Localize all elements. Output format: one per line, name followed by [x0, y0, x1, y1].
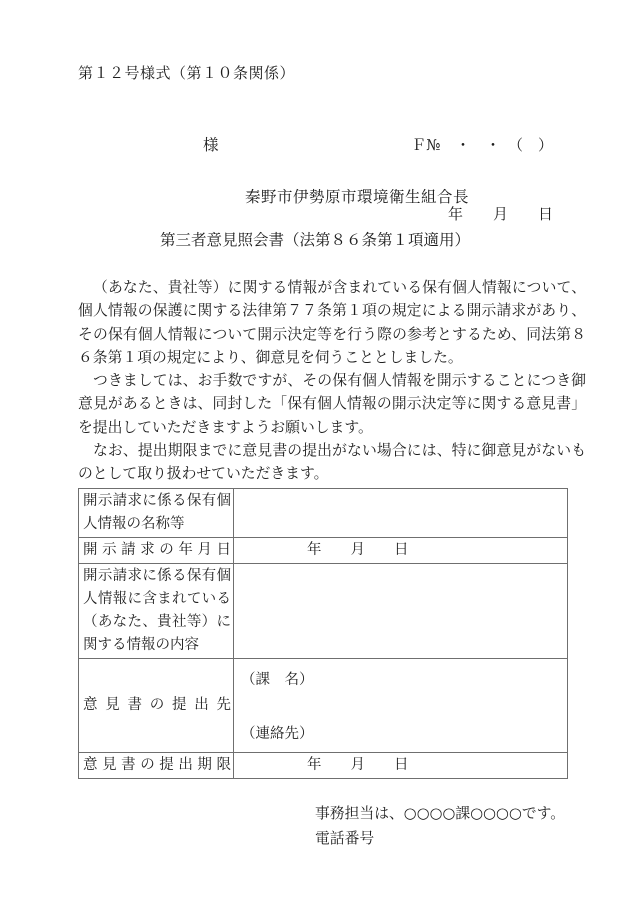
table-row: [79, 564, 568, 659]
request-info-table: [78, 488, 568, 779]
row-label-submission-deadline: 意見書の提出期限: [79, 753, 234, 779]
submission-contact: （連絡先）: [241, 726, 314, 742]
row-value-information-content: [234, 564, 568, 659]
table-row: [79, 538, 568, 564]
row-value-request-date: 年 月 日: [234, 538, 568, 564]
body-paragraph: （あなた、貴社等）に関する情報が含まれている保有個人情報について、個人情報の保護に関する法律第７７条第１項の規定による開示請求があり、その保有個人情報について開示決定等を行う際の参考とするため、同法第８６条第１項の規定により、御意見を伺うこととしました。: [78, 279, 586, 366]
row-label-information-name: 開示請求に係る保有個人情報の名称等: [79, 489, 234, 538]
row-value-submission-destination: [234, 659, 568, 753]
row-label-submission-destination: 意見書の提出先: [79, 659, 234, 753]
row-label-request-date: 開示請求の年月日: [79, 538, 234, 564]
table-row: [79, 659, 568, 753]
footer-phone-line: 電話番号: [315, 829, 375, 847]
row-value-submission-deadline: 年 月 日: [234, 753, 568, 779]
row-value-information-name: [234, 489, 568, 538]
form-number: 第１２号様式（第１０条関係）: [78, 64, 296, 82]
sender-title: 秦野市伊勢原市環境衛生組合長: [245, 188, 470, 206]
file-number-line: Ｆ№ ・ ・ （ ）: [411, 136, 553, 154]
body-text: [78, 276, 586, 486]
row-label-information-content: 開示請求に係る保有個人情報に含まれている（あなた、貴社等）に関する情報の内容: [79, 564, 234, 659]
document-title: 第三者意見照会書（法第８６条第１項適用）: [159, 231, 470, 249]
header-date-line: 年 月 日: [447, 205, 553, 223]
footer-block: [315, 802, 565, 851]
body-paragraph: つきましては、お手数ですが、その保有個人情報を開示することにつき御意見があるときは、同封した「保有個人情報の開示決定等に関する意見書」を提出していただきますようお願いします。: [78, 372, 586, 436]
footer-contact-line: 事務担当は、○○○○課○○○○です。: [315, 805, 566, 822]
submission-division-name: （課 名）: [241, 672, 314, 688]
table-row: [79, 753, 568, 779]
table-row: [79, 489, 568, 538]
addressee-honorific: 様: [203, 136, 219, 154]
body-paragraph: なお、提出期限までに意見書の提出がない場合には、特に御意見がないものとして取り扱わせていただきます。: [78, 442, 586, 483]
